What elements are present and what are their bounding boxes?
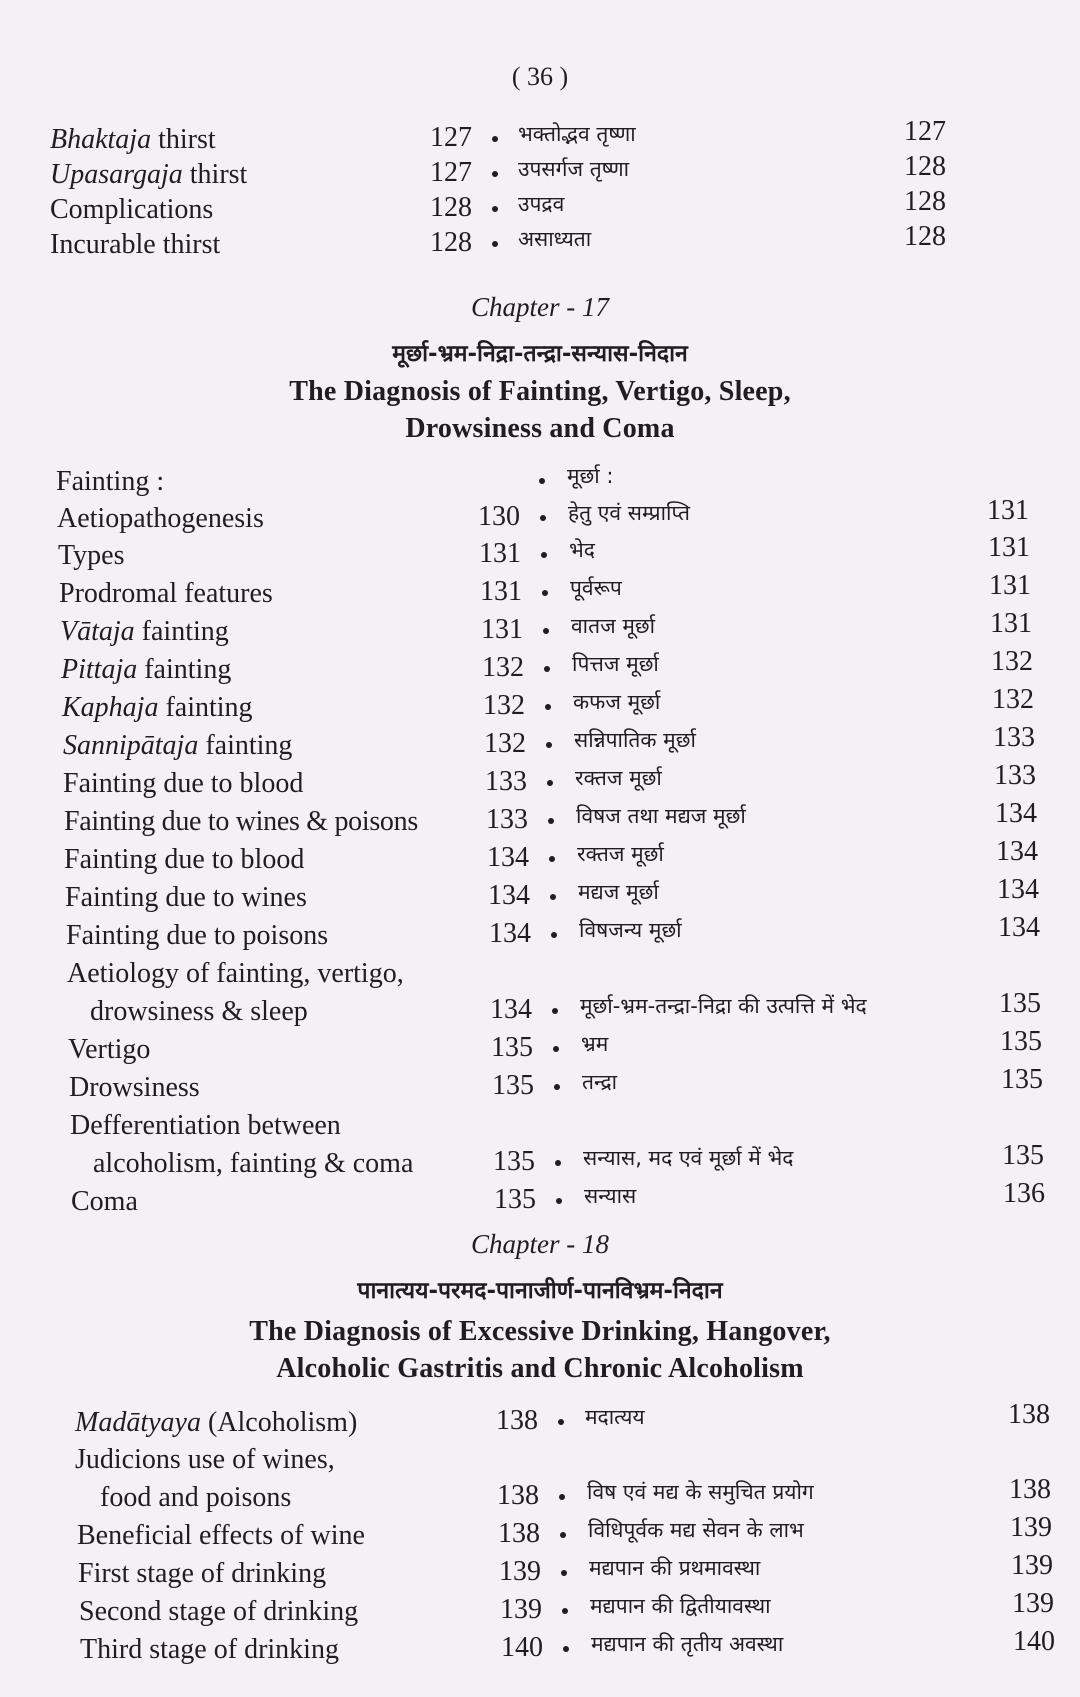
- hindi-entry: रक्तज मूर्छा: [577, 842, 664, 866]
- hindi-entry-page: 128: [904, 186, 946, 217]
- entry-page: 134: [489, 918, 531, 949]
- bullet-icon: [558, 1419, 564, 1425]
- entry-title: Upasargaja thirst: [50, 159, 248, 190]
- entry-page: 134: [490, 994, 532, 1025]
- entry-page: 132: [483, 690, 525, 721]
- hindi-entry-page: 140: [1013, 1626, 1055, 1657]
- chapter-18-title-line1: The Diagnosis of Excessive Drinking, Hangover,: [249, 1316, 831, 1347]
- entry-page: 134: [488, 880, 530, 911]
- entry-page: 138: [496, 1405, 538, 1436]
- hindi-entry-page: 132: [991, 646, 1033, 677]
- entry-title: Defferentiation between: [70, 1110, 341, 1141]
- toc-row: [0, 836, 1080, 882]
- bullet-icon: [560, 1532, 566, 1538]
- hindi-entry: विषज तथा मद्यज मूर्छा: [576, 804, 746, 828]
- entry-title: alcoholism, fainting & coma: [93, 1148, 414, 1179]
- bullet-icon: [548, 818, 554, 824]
- entry-title: Judicions use of wines,: [75, 1444, 335, 1475]
- toc-row: [0, 646, 1080, 692]
- toc-row: [0, 874, 1080, 920]
- toc-row: [0, 1178, 1080, 1224]
- bullet-icon: [540, 515, 546, 521]
- hindi-entry: कफज मूर्छा: [573, 690, 661, 714]
- entry-title: Incurable thirst: [50, 229, 221, 260]
- chapter-17-hindi-title: मूर्छा-भ्रम-निद्रा-तन्द्रा-सन्यास-निदान: [392, 341, 688, 367]
- bullet-icon: [539, 478, 545, 484]
- hindi-entry: सन्निपातिक मूर्छा: [574, 728, 696, 752]
- entry-page: 127: [430, 157, 472, 188]
- toc-row: [0, 532, 1080, 578]
- hindi-entry: मद्यज मूर्छा: [578, 880, 659, 904]
- hindi-entry-page: 134: [996, 836, 1038, 867]
- entry-title: Fainting due to wines: [65, 882, 307, 913]
- bullet-icon: [541, 552, 547, 558]
- entry-page: 131: [481, 614, 523, 645]
- hindi-entry: उपद्रव: [518, 192, 565, 216]
- entry-title: Kaphaja fainting: [62, 692, 253, 723]
- bullet-icon: [492, 206, 498, 212]
- bullet-icon: [492, 171, 498, 177]
- bullet-icon: [492, 241, 498, 247]
- bullet-icon: [552, 1008, 558, 1014]
- hindi-entry-page: 135: [1000, 1026, 1042, 1057]
- toc-row: [0, 495, 1080, 541]
- entry-page: 135: [494, 1184, 536, 1215]
- bullet-icon: [546, 742, 552, 748]
- bullet-icon: [553, 1046, 559, 1052]
- toc-row: [0, 221, 1080, 267]
- bullet-icon: [556, 1198, 562, 1204]
- toc-row: [0, 1399, 1080, 1445]
- entry-title: food and poisons: [100, 1482, 292, 1513]
- hindi-entry-page: 131: [988, 532, 1030, 563]
- entry-title: Second stage of drinking: [79, 1596, 359, 1627]
- entry-page: 134: [487, 842, 529, 873]
- chapter-18-hindi-title: पानात्यय-परमद-पानाजीर्ण-पानविभ्रम-निदान: [357, 1278, 723, 1304]
- entry-page: 133: [485, 766, 527, 797]
- toc-row: [0, 798, 1080, 844]
- bullet-icon: [562, 1608, 568, 1614]
- hindi-entry: मद्यपान की तृतीय अवस्था: [591, 1632, 784, 1656]
- entry-page: 135: [493, 1146, 535, 1177]
- hindi-entry: सन्यास: [584, 1184, 637, 1208]
- hindi-entry-page: 135: [1001, 1064, 1043, 1095]
- hindi-entry-page: 127: [904, 116, 946, 147]
- hindi-entry-page: 134: [997, 874, 1039, 905]
- bullet-icon: [542, 590, 548, 596]
- entry-title: Fainting due to blood: [64, 844, 305, 875]
- toc-row: [0, 722, 1080, 768]
- entry-title: Aetiopathogenesis: [57, 503, 264, 534]
- entry-page: 127: [430, 122, 472, 153]
- bullet-icon: [551, 932, 557, 938]
- bullet-icon: [554, 1084, 560, 1090]
- hindi-entry: उपसर्गज तृष्णा: [518, 157, 630, 181]
- hindi-entry: तन्द्रा: [582, 1070, 618, 1094]
- entry-title: Types: [58, 540, 125, 571]
- entry-title: Prodromal features: [59, 578, 273, 609]
- hindi-entry: मूर्छा :: [567, 464, 614, 488]
- hindi-entry-page: 131: [989, 570, 1031, 601]
- entry-title: Aetiology of fainting, vertigo,: [67, 958, 404, 989]
- entry-title: Coma: [71, 1186, 138, 1217]
- hindi-entry-page: 131: [990, 608, 1032, 639]
- hindi-entry: पूर्वरूप: [570, 576, 622, 600]
- page-number: ( 36 ): [511, 62, 569, 91]
- bullet-icon: [545, 704, 551, 710]
- entry-page: 135: [492, 1070, 534, 1101]
- entry-page: 139: [499, 1556, 541, 1587]
- entry-title: Vātaja fainting: [60, 616, 229, 647]
- entry-title: Fainting :: [56, 466, 165, 497]
- hindi-entry: विषजन्य मूर्छा: [579, 918, 682, 942]
- toc-row: [0, 1550, 1080, 1596]
- toc-row: [0, 912, 1080, 958]
- bullet-icon: [550, 894, 556, 900]
- hindi-entry: पित्तज मूर्छा: [572, 652, 659, 676]
- entry-page: 135: [491, 1032, 533, 1063]
- entry-page: 138: [497, 1480, 539, 1511]
- hindi-entry-page: 139: [1010, 1512, 1052, 1543]
- entry-title: Drowsiness: [69, 1072, 200, 1103]
- entry-page: 133: [486, 804, 528, 835]
- hindi-entry-page: 138: [1009, 1474, 1051, 1505]
- entry-page: 131: [480, 576, 522, 607]
- hindi-entry-page: 135: [999, 988, 1041, 1019]
- chapter-18-title-line2: Alcoholic Gastritis and Chronic Alcoholism: [276, 1353, 804, 1384]
- toc-row: [0, 1026, 1080, 1072]
- entry-title: Complications: [50, 194, 214, 225]
- bullet-icon: [559, 1494, 565, 1500]
- entry-title: Fainting due to poisons: [66, 920, 329, 951]
- toc-row: [0, 760, 1080, 806]
- hindi-entry-page: 128: [904, 221, 946, 252]
- toc-row: [0, 570, 1080, 616]
- hindi-entry: विधिपूर्वक मद्य सेवन के लाभ: [588, 1518, 804, 1542]
- hindi-entry: मूर्छा-भ्रम-तन्द्रा-निद्रा की उत्पत्ति में भेद: [580, 994, 867, 1018]
- hindi-entry: भक्तोद्भव तृष्णा: [518, 122, 636, 146]
- toc-row: [0, 608, 1080, 654]
- entry-title: Bhaktaja thirst: [50, 124, 216, 155]
- toc-row: [0, 958, 1080, 996]
- toc-row: [0, 1474, 1080, 1520]
- hindi-entry: मद्यपान की प्रथमावस्था: [589, 1556, 761, 1580]
- hindi-entry: हेतु एवं सम्प्राप्ति: [568, 501, 690, 525]
- chapter-17-label: Chapter - 17: [471, 292, 609, 322]
- bullet-icon: [555, 1160, 561, 1166]
- toc-row: [0, 1588, 1080, 1634]
- hindi-entry-page: 136: [1003, 1178, 1045, 1209]
- hindi-entry: विष एवं मद्य के समुचित प्रयोग: [587, 1480, 814, 1504]
- hindi-entry: रक्तज मूर्छा: [575, 766, 662, 790]
- entry-title: Pittaja fainting: [61, 654, 232, 685]
- hindi-entry-page: 134: [998, 912, 1040, 943]
- hindi-entry-page: 139: [1011, 1550, 1053, 1581]
- entry-title: Vertigo: [68, 1034, 151, 1065]
- entry-page: 139: [500, 1594, 542, 1625]
- entry-page: 132: [484, 728, 526, 759]
- hindi-entry: सन्यास, मद एवं मूर्छा में भेद: [583, 1146, 794, 1170]
- bullet-icon: [547, 780, 553, 786]
- entry-title: First stage of drinking: [78, 1558, 327, 1589]
- entry-page: 132: [482, 652, 524, 683]
- entry-title: Beneficial effects of wine: [77, 1520, 365, 1551]
- toc-row: [0, 988, 1080, 1034]
- toc-row: [0, 1064, 1080, 1110]
- entry-page: 131: [479, 538, 521, 569]
- bullet-icon: [561, 1570, 567, 1576]
- chapter-18-label: Chapter - 18: [471, 1229, 609, 1259]
- entry-title: Madātyaya (Alcoholism): [75, 1407, 358, 1438]
- entry-title: drowsiness & sleep: [90, 996, 308, 1027]
- bullet-icon: [563, 1646, 569, 1652]
- hindi-entry: असाध्यता: [518, 227, 592, 251]
- entry-page: 130: [478, 501, 520, 532]
- bullet-icon: [543, 628, 549, 634]
- hindi-entry-page: 133: [994, 760, 1036, 791]
- hindi-entry: वातज मूर्छा: [571, 614, 656, 638]
- entry-title: Third stage of drinking: [80, 1634, 339, 1665]
- bullet-icon: [492, 136, 498, 142]
- bullet-icon: [544, 666, 550, 672]
- hindi-entry-page: 135: [1002, 1140, 1044, 1171]
- toc-row: [0, 1512, 1080, 1558]
- toc-row: [0, 1140, 1080, 1186]
- toc-row: [0, 1444, 1080, 1482]
- toc-row: [0, 1110, 1080, 1148]
- toc-row: [0, 466, 1080, 504]
- hindi-entry-page: 132: [992, 684, 1034, 715]
- hindi-entry-page: 139: [1012, 1588, 1054, 1619]
- chapter-17-title-line2: Drowsiness and Coma: [405, 413, 675, 444]
- entry-title: Sannipātaja fainting: [63, 730, 293, 761]
- hindi-entry-page: 131: [987, 495, 1029, 526]
- entry-page: 128: [430, 192, 472, 223]
- toc-row: [0, 1626, 1080, 1672]
- hindi-entry-page: 133: [993, 722, 1035, 753]
- hindi-entry: मदात्यय: [585, 1405, 645, 1429]
- hindi-entry-page: 138: [1008, 1399, 1050, 1430]
- chapter-17-title-line1: The Diagnosis of Fainting, Vertigo, Sleep,: [289, 376, 791, 407]
- hindi-entry-page: 128: [904, 151, 946, 182]
- hindi-entry: भेद: [569, 538, 595, 562]
- toc-row: [0, 684, 1080, 730]
- entry-title: Fainting due to blood: [63, 768, 304, 799]
- hindi-entry: भ्रम: [581, 1032, 609, 1056]
- entry-page: 140: [501, 1632, 543, 1663]
- bullet-icon: [549, 856, 555, 862]
- entry-title: Fainting due to wines & poisons: [64, 806, 418, 837]
- hindi-entry: मद्यपान की द्वितीयावस्था: [590, 1594, 771, 1618]
- hindi-entry-page: 134: [995, 798, 1037, 829]
- entry-page: 138: [498, 1518, 540, 1549]
- entry-page: 128: [430, 227, 472, 258]
